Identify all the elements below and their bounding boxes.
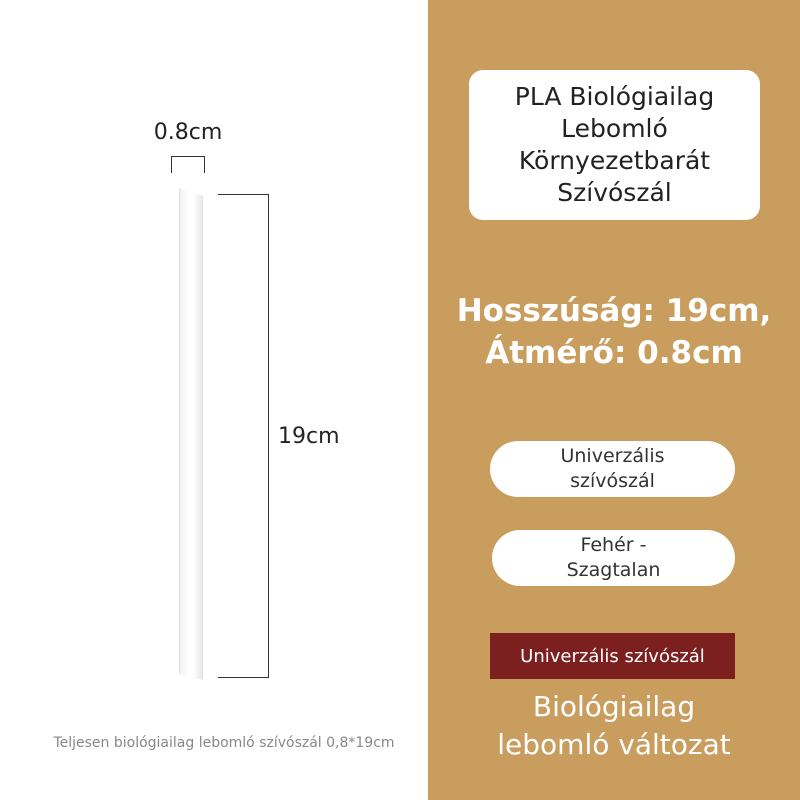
feature-pill-universal: Univerzális szívószál: [490, 441, 735, 497]
length-bracket: [218, 194, 269, 678]
product-caption: Teljesen biológiailag lebomló szívószál 0,8*19cm: [53, 735, 395, 751]
category-tag: Univerzális szívószál: [490, 633, 735, 679]
product-title-card: [469, 70, 760, 220]
diameter-label: 0.8cm: [153, 120, 223, 145]
length-label: 19cm: [278, 424, 340, 449]
straw-illustration: [179, 188, 203, 680]
feature-pill-color: Fehér - Szagtalan: [492, 530, 735, 586]
variant-label: Biológiailag lebomló változat: [497, 690, 731, 761]
product-title: PLA Biológiailag Lebomló Környezetbarát Szívószál: [514, 82, 715, 207]
diameter-bracket: [171, 156, 205, 173]
product-specs: Hosszúság: 19cm, Átmérő: 0.8cm: [456, 293, 772, 371]
